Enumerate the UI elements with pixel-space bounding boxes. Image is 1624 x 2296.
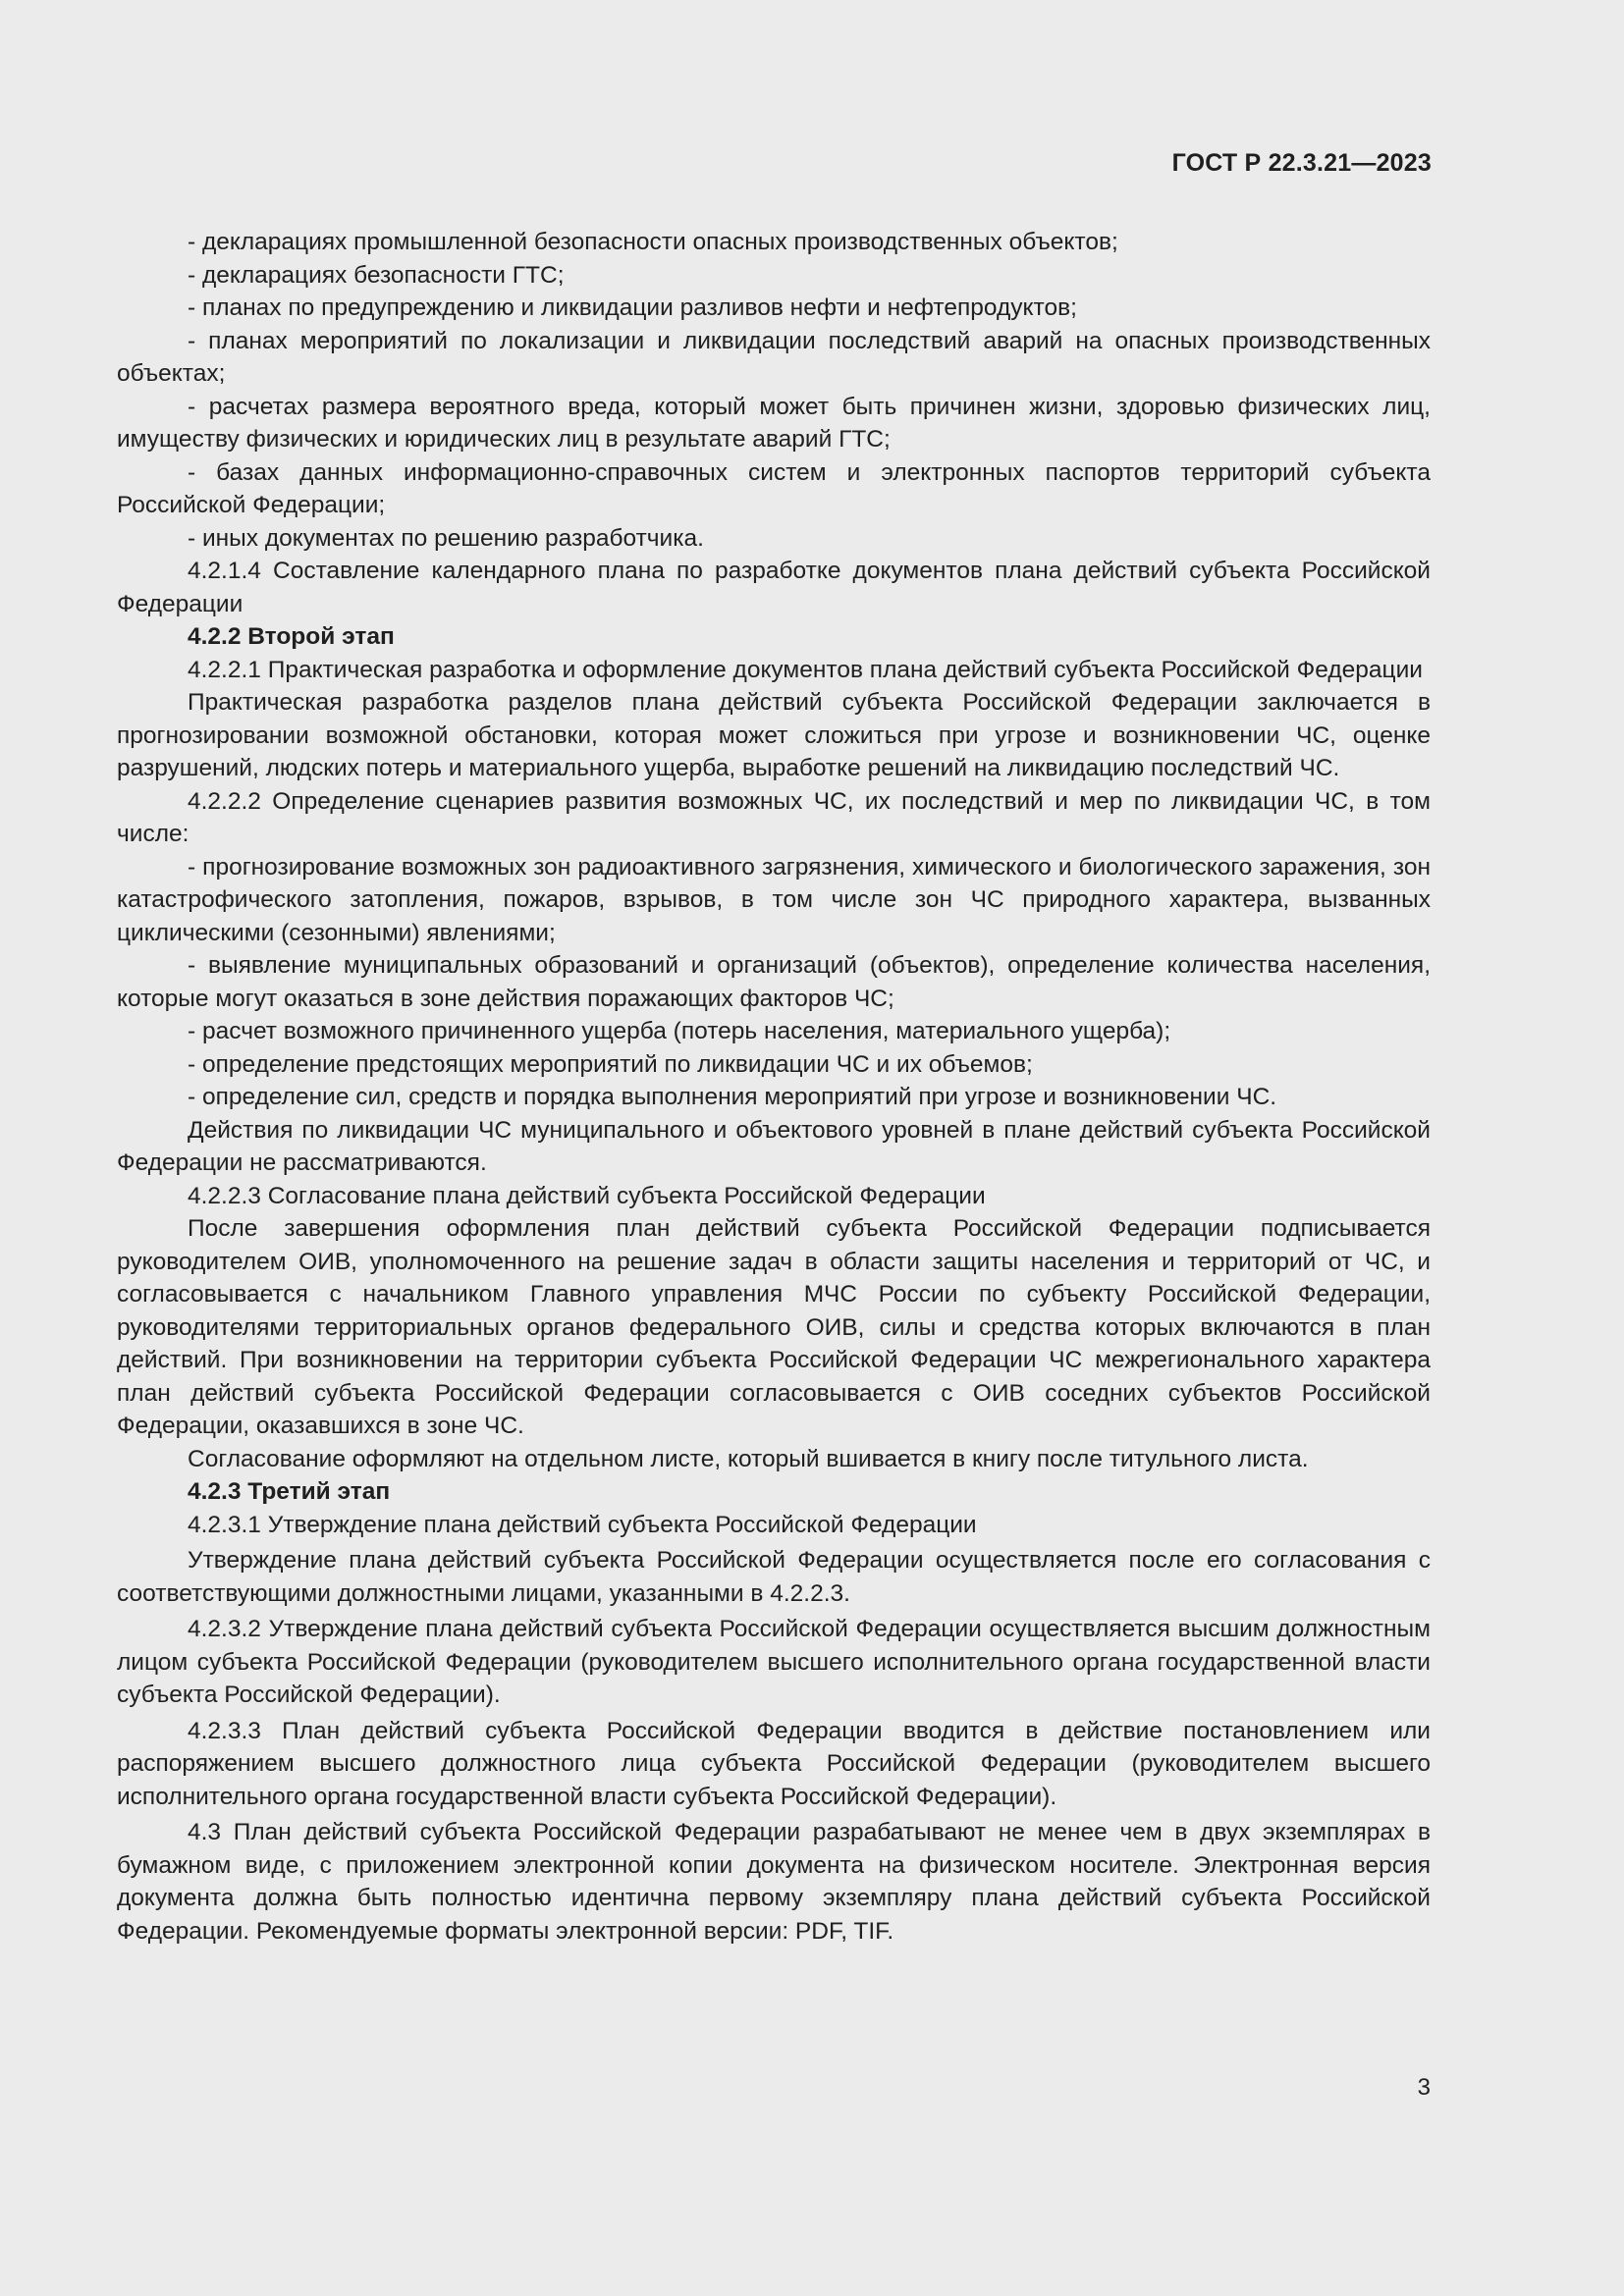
list-item: - декларациях безопасности ГТС; bbox=[188, 261, 565, 289]
section-heading: 4.2.2 Второй этап bbox=[188, 623, 395, 650]
body-paragraph: Практическая разработка разделов плана действий субъекта Российской Федерации заключается в прогнозировании возможной обстановки, которая может сложиться при угрозе и возникновении ЧС, оценке разрушений, людских потерь и материального ущерба, выработке решений на ликвидацию последствий ЧС. bbox=[117, 689, 1431, 781]
clause-paragraph: 4.2.3.2 Утверждение плана действий субъекта Российской Федерации осуществляется высшим должностным лицом субъекта Российской Федерации (руководителем высшего исполнительного органа государственной власти субъекта Российской Федерации). bbox=[117, 1616, 1431, 1708]
clause-paragraph: 4.2.3.3 План действий субъекта Российской Федерации вводится в действие постановлением или распоряжением высшего должностного лица субъекта Российской Федерации (руководителем высшего исполнительного органа государственной власти субъекта Российской Федерации). bbox=[117, 1717, 1431, 1810]
body-paragraph: Утверждение плана действий субъекта Российской Федерации осуществляется после его согласования с соответствующими должностными лицами, указанными в 4.2.2.3. bbox=[117, 1547, 1431, 1607]
clause-paragraph: 4.2.2.1 Практическая разработка и оформление документов плана действий субъекта Российской Федерации bbox=[188, 656, 1423, 683]
list-item: - прогнозирование возможных зон радиоактивного загрязнения, химического и биологического заражения, зон катастрофического затопления, пожаров, взрывов, в том числе зон ЧС природного характера, вызванных циклическими (сезонными) явлениями; bbox=[117, 853, 1431, 946]
document-code: ГОСТ Р 22.3.21—2023 bbox=[1171, 149, 1432, 177]
section-heading: 4.2.3 Третий этап bbox=[188, 1478, 391, 1505]
document-body bbox=[117, 226, 1431, 1948]
list-item: - выявление муниципальных образований и организаций (объектов), определение количества населения, которые могут оказаться в зоне действия поражающих факторов ЧС; bbox=[117, 952, 1431, 1012]
clause-paragraph: 4.2.1.4 Составление календарного плана по разработке документов плана действий субъекта Российской Федерации bbox=[117, 558, 1431, 617]
page-number: 3 bbox=[1417, 2074, 1431, 2101]
body-paragraph: Действия по ликвидации ЧС муниципального и объектового уровней в плане действий субъекта Российской Федерации не рассматриваются. bbox=[117, 1116, 1431, 1176]
clause-paragraph: 4.2.3.1 Утверждение плана действий субъекта Российской Федерации bbox=[188, 1511, 977, 1538]
list-item: - определение предстоящих мероприятий по ликвидации ЧС и их объемов; bbox=[188, 1050, 1033, 1078]
clause-paragraph: 4.2.2.3 Согласование плана действий субъекта Российской Федерации bbox=[188, 1182, 986, 1209]
body-paragraph: Согласование оформляют на отдельном листе, который вшивается в книгу после титульного листа. bbox=[188, 1445, 1309, 1472]
clause-paragraph: 4.2.2.2 Определение сценариев развития возможных ЧС, их последствий и мер по ликвидации ЧС, в том числе: bbox=[117, 787, 1431, 847]
clause-paragraph: 4.3 План действий субъекта Российской Федерации разрабатывают не менее чем в двух экземплярах в бумажном виде, с приложением электронной копии документа на физическом носителе. Электронная версия документа должна быть полностью идентична первому экземпляру плана действий субъекта Российской Федерации. Рекомендуемые форматы электронной версии: PDF, TIF. bbox=[117, 1819, 1431, 1945]
list-item: - иных документах по решению разработчика. bbox=[188, 524, 704, 552]
body-paragraph: После завершения оформления план действий субъекта Российской Федерации подписывается руководителем ОИВ, уполномоченного на решение задач в области защиты населения и территорий от ЧС, и согласовывается с начальником Главного управления МЧС России по субъекту Российской Федерации, руководителями территориальных органов федерального ОИВ, силы и средства которых включаются в план действий. При возникновении на территории субъекта Российской Федерации ЧС межрегионального характера план действий субъекта Российской Федерации согласовывается с ОИВ соседних субъектов Российской Федерации, оказавшихся в зоне ЧС. bbox=[117, 1215, 1431, 1439]
list-item: - планах по предупреждению и ликвидации разливов нефти и нефтепродуктов; bbox=[188, 294, 1077, 321]
list-item: - определение сил, средств и порядка выполнения мероприятий при угрозе и возникновении ЧС. bbox=[188, 1084, 1277, 1110]
list-item: - расчет возможного причиненного ущерба (потерь населения, материального ущерба); bbox=[188, 1018, 1171, 1044]
list-item: - декларациях промышленной безопасности опасных производственных объектов; bbox=[188, 229, 1118, 255]
list-item: - базах данных информационно-справочных систем и электронных паспортов территорий субъекта Российской Федерации; bbox=[117, 458, 1431, 518]
list-item: - расчетах размера вероятного вреда, который может быть причинен жизни, здоровью физических лиц, имуществу физических и юридических лиц в результате аварий ГТС; bbox=[117, 393, 1431, 453]
list-item: - планах мероприятий по локализации и ликвидации последствий аварий на опасных производственных объектах; bbox=[117, 327, 1431, 387]
